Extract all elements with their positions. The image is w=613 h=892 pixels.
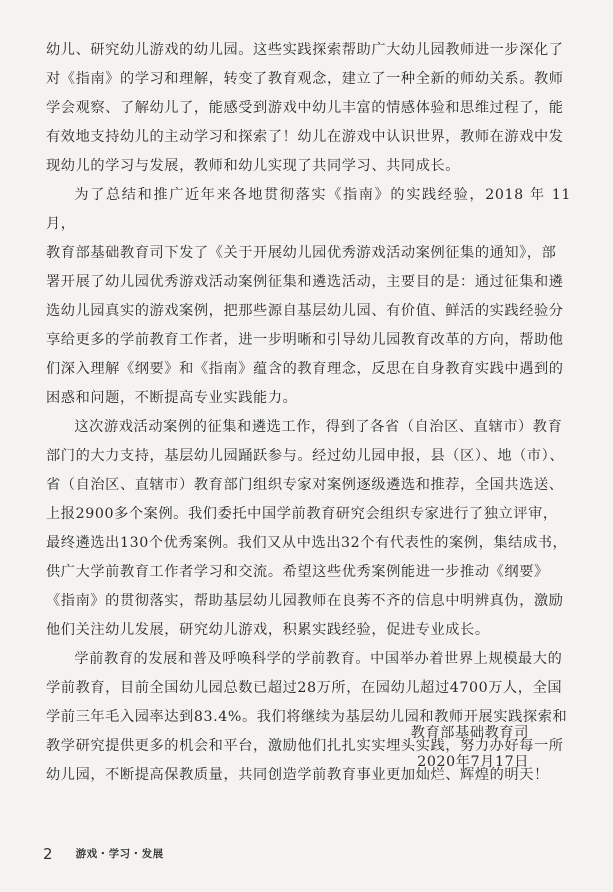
text-line: 享给更多的学前教育工作者，进一步明晰和引导幼儿园教育改革的方向，帮助他	[46, 332, 564, 348]
text-line: 困惑和问题，不断提高专业实践能力。	[46, 390, 298, 406]
signature-organization: 教育部基础教育司	[410, 725, 529, 741]
text-line: 学会观察、了解幼儿了，能感受到游戏中幼儿丰富的情感体验和思维过程了，能	[46, 100, 564, 116]
text-line: 们深入理解《纲要》和《指南》蕴含的教育理念，反思在自身教育实践中遇到的	[46, 361, 564, 377]
text-line: 对《指南》的学习和理解，转变了教育观念，建立了一种全新的师幼关系。教师	[46, 71, 564, 87]
page-footer	[43, 843, 164, 863]
text-line: 有效地支持幼儿的主动学习和探索了！幼儿在游戏中认识世界，教师在游戏中发	[46, 129, 564, 145]
text-line: 部门的大力支持，基层幼儿园踊跃参与。经过幼儿园申报，县（区）、地（市）、	[46, 448, 565, 464]
paragraph-3	[46, 413, 571, 645]
running-title: 游戏・学习・发展	[75, 848, 164, 860]
text-line: 上报2900多个案例。我们委托中国学前教育研究会组织专家进行了独立评审，	[46, 506, 558, 522]
paragraph-2	[46, 181, 571, 413]
text-line: 署开展了幼儿园优秀游戏活动案例征集和遴选活动，主要目的是：通过征集和遴	[46, 274, 564, 290]
text-line: 省（自治区、直辖市）教育部门组织专家对案例逐级遴选和推荐，全国共选送、	[46, 477, 564, 493]
text-line: 幼儿园，不断提高保教质量，共同创造学前教育事业更加灿烂、辉煌的明天！	[46, 767, 549, 783]
signature-block	[411, 719, 529, 777]
text-line: 供广大学前教育工作者学习和交流。希望这些优秀案例能进一步推动《纲要》	[46, 564, 549, 580]
signature-date: 2020年7月17日	[417, 754, 529, 770]
text-line: 选幼儿园真实的游戏案例，把那些源自基层幼儿园、有价值、鲜活的实践经验分	[46, 303, 564, 319]
page-number: 2	[43, 844, 53, 863]
text-line: 《指南》的贯彻落实，帮助基层幼儿园教师在良莠不齐的信息中明辨真伪，激励	[46, 593, 564, 609]
text-line: 为了总结和推广近年来各地贯彻落实《指南》的实践经验，2018 年 11 月，	[46, 187, 571, 232]
text-line: 教育部基础教育司下发了《关于开展幼儿园优秀游戏活动案例征集的通知》，部	[46, 245, 557, 261]
text-line: 这次游戏活动案例的征集和遴选工作，得到了各省（自治区、直辖市）教育	[74, 419, 563, 435]
text-line: 学前三年毛入园率达到83.4%。我们将继续为基层幼儿园和教师开展实践探索和	[46, 709, 568, 725]
text-line: 最终遴选出130个优秀案例。我们又从中选出32个有代表性的案例，集结成书，	[46, 535, 568, 551]
text-line: 他们关注幼儿发展，研究幼儿游戏，积累实践经验，促进专业成长。	[46, 622, 490, 638]
text-line: 教学研究提供更多的机会和平台，激励他们扎扎实实埋头实践，努力办好每一所	[46, 738, 564, 754]
text-line: 现幼儿的学习与发展，教师和幼儿实现了共同学习、共同成长。	[46, 158, 461, 174]
text-line: 学前教育，目前全国幼儿园总数已超过28万所，在园幼儿超过4700万人，全国	[46, 680, 563, 696]
text-line: 幼儿、研究幼儿游戏的幼儿园。这些实践探索帮助广大幼儿园教师进一步深化了	[46, 42, 564, 58]
body-text	[46, 36, 571, 790]
text-line: 学前教育的发展和普及呼唤科学的学前教育。中国举办着世界上规模最大的	[74, 651, 563, 667]
paragraph-1	[46, 36, 571, 181]
